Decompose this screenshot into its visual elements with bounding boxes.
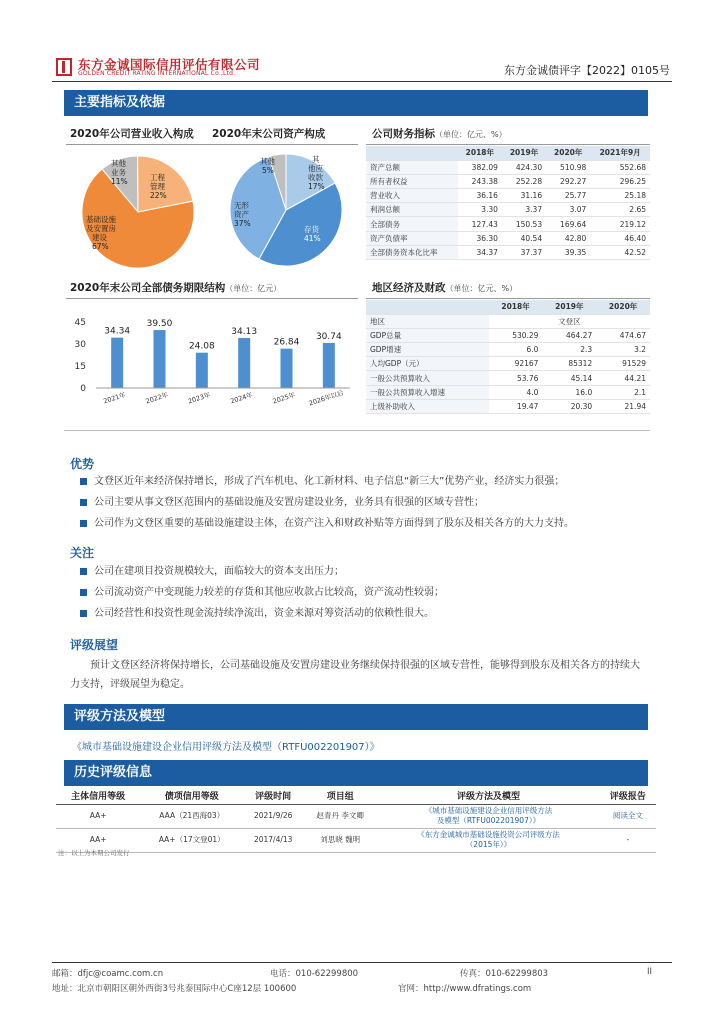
footer-address: 地址：北京市朝阳区朝外西街3号兆泰国际中心C座12层 100600 (52, 984, 297, 994)
concern-item: 公司流动资产中变现能力较差的存货和其他应收款占比较高，资产流动性较弱； (80, 585, 660, 600)
regional-title (372, 280, 517, 295)
bar (196, 353, 208, 388)
company-name-en: GOLDEN CREDIT RATING INTERNATIONAL Co.,Ltd. (78, 70, 236, 77)
table-row (56, 828, 656, 852)
cell-value: 42.52 (590, 245, 650, 259)
cell-value: 37.37 (502, 245, 546, 259)
column-header (366, 300, 489, 314)
rating-method-line: 《东方金诚城市基础设施投资公司评级方法 (417, 830, 560, 839)
table-row (366, 314, 650, 328)
rating-method-line: 《城市基础设施建设企业信用评级方法 (424, 806, 553, 815)
report-number: 东方金诚债评字【2022】0105号 (504, 64, 670, 77)
revenue-pie-chart (78, 150, 208, 270)
cell-value: 44.21 (596, 371, 650, 385)
pie-label-intangible: 无形资产 37% (234, 201, 251, 228)
divider (66, 144, 358, 145)
cell-value: 243.38 (458, 174, 502, 188)
cell-value: 474.67 (596, 328, 650, 342)
cell-value: 3.37 (502, 203, 546, 217)
regional-unit: （单位：亿元、%） (445, 284, 518, 293)
row-label: 资产负债率 (366, 231, 458, 245)
region-name: 文登区 (489, 314, 650, 328)
x-tick-label: 2024年 (229, 390, 254, 406)
cell-value: 2.1 (596, 385, 650, 399)
bar-value-label: 24.08 (188, 341, 215, 352)
cell-value: 39.35 (546, 245, 590, 259)
row-label: GDP增速 (366, 343, 489, 357)
bar (238, 338, 250, 388)
table-row (366, 385, 650, 399)
table-row (366, 174, 650, 188)
cell-value: 92167 (489, 357, 543, 371)
column-header: 2018年 (458, 146, 502, 160)
divider (366, 298, 650, 299)
column-header: 2019年 (502, 146, 546, 160)
cell-value: 252.28 (502, 174, 546, 188)
cell-value: 45.14 (542, 371, 596, 385)
column-header: 主体信用等级 (56, 788, 140, 804)
bar (154, 330, 166, 388)
outlook-heading: 评级展望 (70, 638, 119, 652)
divider (64, 430, 650, 431)
column-header: 2021年9月 (590, 146, 650, 160)
financials-unit: （单位：亿元、%） (435, 130, 507, 139)
row-label: 所有者权益 (366, 174, 458, 188)
history-note: 注：以上为本期公司发行 (58, 849, 130, 857)
methodology-link[interactable]: 《城市基础设施建设企业信用评级方法及模型（RTFU002201907）》 (72, 742, 380, 753)
section-bar-methodology: 评级方法及模型 (64, 704, 648, 730)
strength-item: 公司作为文登区重要的基础设施建设主体，在资产注入和财政补贴等方面得到了股东及相关各方的大力支持。 (80, 516, 660, 531)
revenue-pie-title: 2020年公司营业收入构成 (70, 128, 194, 140)
table-row (366, 189, 650, 203)
cell-value: 150.53 (502, 217, 546, 231)
rating-date: 2017/4/13 (243, 828, 303, 852)
x-tick-label: 2021年 (102, 390, 127, 406)
column-header: 评级报告 (600, 788, 656, 804)
cell-value: 127.43 (458, 217, 502, 231)
table-row (366, 217, 650, 231)
cell-value: 530.29 (489, 328, 543, 342)
debt-bar-chart (66, 304, 358, 420)
rating-date: 2021/9/26 (243, 804, 303, 828)
page-header (52, 52, 672, 82)
bar (323, 343, 335, 388)
read-report-link[interactable]: 阅读全文 (600, 804, 656, 828)
project-team: 赵青丹 李文卿 (303, 804, 377, 828)
cell-value: 3.2 (596, 343, 650, 357)
column-header: 债项信用等级 (140, 788, 243, 804)
regional-title-text: 地区经济及财政 (372, 282, 446, 294)
x-tick-label: 2025年 (271, 390, 297, 406)
x-tick-label: 2023年 (187, 390, 212, 406)
y-tick-label: 30 (74, 340, 86, 350)
cell-value: 34.37 (458, 245, 502, 259)
strengths-list (80, 474, 660, 531)
row-label: 人均GDP（元） (366, 357, 489, 371)
cell-value: 3.07 (546, 203, 590, 217)
outlook-text: 预计文登区经济将保持增长，公司基础设施及安置房建设业务继续保持很强的区域专营性，能够得到股东及相关各方的持续大力支持，评级展望为稳定。 (70, 660, 640, 690)
cell-value: 6.0 (489, 343, 543, 357)
divider (366, 144, 650, 145)
row-label: 资产总额 (366, 160, 458, 174)
issue-rating: AAA（21西海03） (140, 804, 243, 828)
cell-value: 169.64 (546, 217, 590, 231)
bar-value-label: 26.84 (273, 337, 300, 348)
cell-value: 464.27 (542, 328, 596, 342)
issuer-rating: AA+ (56, 828, 140, 852)
rating-method-link[interactable] (377, 804, 600, 828)
asset-pie-chart (222, 150, 352, 270)
cell-value: 19.47 (489, 399, 543, 413)
page-number: II (646, 967, 652, 977)
table-row (366, 203, 650, 217)
pie-label-inventory: 存货 41% (304, 225, 321, 243)
row-label: 全部债务资本化比率 (366, 245, 458, 259)
cell-value: 40.54 (502, 231, 546, 245)
cell-value: 42.80 (546, 231, 590, 245)
cell-value: 36.30 (458, 231, 502, 245)
footer-email: 邮箱：dfjc@coamc.com.cn (52, 969, 164, 979)
bar (111, 338, 123, 388)
concern-item: 公司经营性和投资性现金流持续净流出，资金来源对筹资活动的依赖性很大。 (80, 606, 660, 621)
bar-value-label: 30.74 (315, 331, 342, 342)
rating-method-line: （2015年）》 (465, 840, 512, 849)
issue-rating: AA+（17文登01） (140, 828, 243, 852)
concern-item: 公司在建项目投资规模较大，面临较大的资本支出压力； (80, 564, 660, 579)
cell-value: 85312 (542, 357, 596, 371)
row-label: 上级补助收入 (366, 399, 489, 413)
cell-value: 292.27 (546, 174, 590, 188)
table-row (366, 343, 650, 357)
cell-value: 296.25 (590, 174, 650, 188)
history-table (56, 788, 656, 853)
x-tick-label: 2026年以后 (307, 388, 345, 408)
cell-value: 219.12 (590, 217, 650, 231)
strength-item: 文登区近年来经济保持增长，形成了汽车机电、化工新材料、电子信息“新三大”优势产业，经济实力很强； (80, 474, 660, 489)
column-header: 项目组 (303, 788, 377, 804)
rating-method-link[interactable] (377, 828, 600, 852)
strength-item: 公司主要从事文登区范围内的基础设施及安置房建设业务，业务具有很强的区域专营性； (80, 495, 660, 510)
column-header: 2018年 (489, 300, 543, 314)
bar-value-label: 34.34 (104, 326, 131, 337)
row-label: 一般公共预算收入增速 (366, 385, 489, 399)
financials-table (366, 146, 650, 260)
cell-value: 46.40 (590, 231, 650, 245)
cell-value: 552.68 (590, 160, 650, 174)
cell-value: 25.77 (546, 189, 590, 203)
cell-value: 21.94 (596, 399, 650, 413)
cell-value: 25.18 (590, 189, 650, 203)
section-bar-main-indicators: 主要指标及依据 (64, 90, 648, 116)
column-header: 2020年 (546, 146, 590, 160)
section-bar-history: 历史评级信息 (64, 760, 648, 786)
y-tick-label: 45 (74, 318, 86, 328)
cell-value: 53.76 (489, 371, 543, 385)
company-name-cn: 东方金诚国际信用评估有限公司 (78, 57, 261, 72)
debt-bar-unit: （单位：亿元） (225, 284, 282, 293)
divider (66, 298, 358, 299)
pie-label-infrastructure: 基础设施及安置房建设 67% (86, 215, 116, 251)
column-header: 2019年 (542, 300, 596, 314)
issuer-rating: AA+ (56, 804, 140, 828)
row-label: 利润总额 (366, 203, 458, 217)
column-header: 评级方法及模型 (377, 788, 600, 804)
pie-label-engineering: 工程管理 22% (150, 173, 167, 200)
pie-label-other-business: 其他业务 11% (111, 159, 128, 186)
cell-value: 20.30 (542, 399, 596, 413)
table-row (366, 371, 650, 385)
project-team: 刘思晓 魏明 (303, 828, 377, 852)
cell-value: 510.98 (546, 160, 590, 174)
y-tick-label: 0 (80, 384, 86, 394)
column-header: 评级时间 (243, 788, 303, 804)
bar (281, 349, 293, 388)
cell-value: 91529 (596, 357, 650, 371)
debt-bar-title (70, 280, 281, 295)
footer-fax: 传真：010-62299803 (460, 969, 549, 979)
footer-website[interactable]: 官网：http://www.dfratings.com (398, 984, 532, 994)
financials-title-text: 公司财务指标 (372, 128, 435, 140)
row-label: 一般公共预算收入 (366, 371, 489, 385)
company-logo-icon (56, 58, 72, 76)
debt-bar-title-text: 2020年末公司全部债务期限结构 (70, 282, 226, 294)
bar-value-label: 34.13 (231, 326, 258, 337)
cell-value: 2.3 (542, 343, 596, 357)
table-row (366, 328, 650, 342)
rating-method-line: 及模型（RTFU002201907）》 (436, 816, 541, 825)
table-row (366, 231, 650, 245)
regional-table (366, 300, 650, 414)
table-row (366, 160, 650, 174)
x-tick-label: 2022年 (144, 390, 170, 406)
cell-value: 31.16 (502, 189, 546, 203)
asset-pie-title: 2020年末公司资产构成 (212, 128, 326, 140)
concerns-list (80, 564, 660, 621)
column-header (366, 146, 458, 160)
strengths-heading: 优势 (70, 457, 95, 471)
cell-value: 16.0 (542, 385, 596, 399)
bar-value-label: 39.50 (146, 319, 173, 330)
row-label: GDP总量 (366, 328, 489, 342)
footer-phone: 电话：010-62299800 (270, 969, 359, 979)
cell-value: 4.0 (489, 385, 543, 399)
pie-label-other: 其他 5% (260, 157, 275, 175)
row-label: 全部债务 (366, 217, 458, 231)
row-label: 地区 (366, 314, 489, 328)
concerns-heading: 关注 (70, 546, 95, 560)
table-row (366, 357, 650, 371)
row-label: 营业收入 (366, 189, 458, 203)
cell-value: 2.65 (590, 203, 650, 217)
column-header: 2020年 (596, 300, 650, 314)
table-row (366, 399, 650, 413)
page-footer (52, 962, 672, 995)
pie-label-other-receivables: 其他应收款 17% (308, 155, 325, 191)
financials-title (372, 126, 507, 141)
report-placeholder: - (600, 828, 656, 852)
cell-value: 424.30 (502, 160, 546, 174)
cell-value: 382.09 (458, 160, 502, 174)
table-row (366, 245, 650, 259)
y-tick-label: 15 (74, 362, 86, 372)
table-row (56, 804, 656, 828)
cell-value: 3.30 (458, 203, 502, 217)
cell-value: 36.16 (458, 189, 502, 203)
